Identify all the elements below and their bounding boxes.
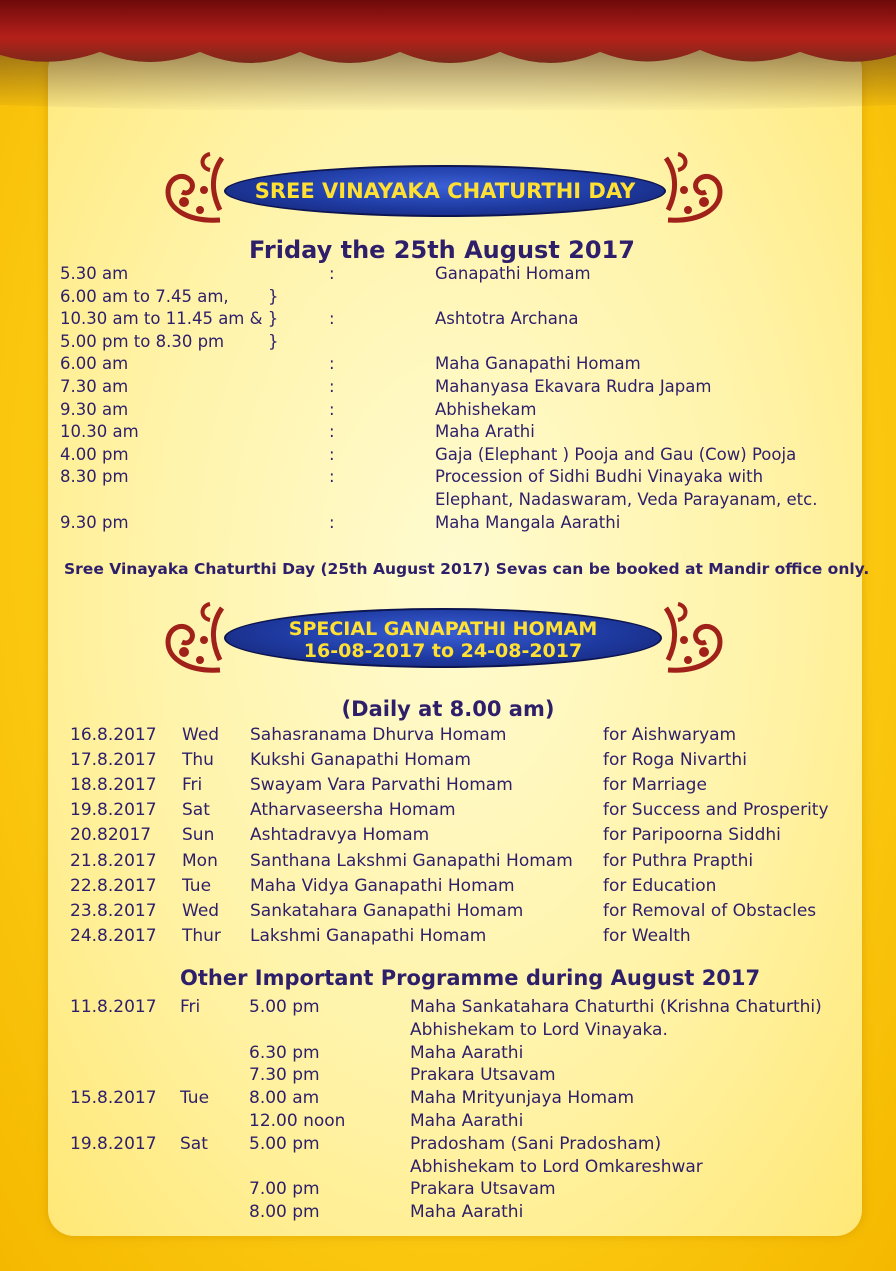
homam-purpose: for Success and Prosperity	[603, 800, 829, 821]
schedule-time: 4.00 pm	[60, 444, 129, 464]
programme-event: Pradosham (Sani Pradosham)	[410, 1133, 662, 1154]
programme-time: 8.00 pm	[249, 1202, 320, 1223]
programme-date: 15.8.2017	[70, 1088, 157, 1109]
programme-event: Maha Aarathi	[410, 1042, 524, 1063]
programme-event: Maha Aarathi	[410, 1111, 524, 1131]
programme-event: Abhishekam to Lord Vinayaka.	[410, 1019, 668, 1040]
programme-event: Maha Sankatahara Chaturthi (Krishna Chaturthi)	[410, 997, 822, 1017]
homam-purpose: for Removal of Obstacles	[603, 900, 817, 921]
programme-time: 7.00 pm	[249, 1179, 320, 1200]
homam-day: Thur	[182, 925, 221, 946]
banner-dates: 16-08-2017 to 24-08-2017	[303, 640, 583, 662]
banner-title: SPECIAL GANAPATHI HOMAM	[288, 618, 598, 640]
daily-heading: (Daily at 8.00 am)	[341, 697, 555, 721]
programme-day: Fri	[180, 997, 201, 1017]
homam-name: Sahasranama Dhurva Homam	[250, 725, 507, 745]
programme-event: Maha Aarathi	[410, 1202, 524, 1223]
schedule-event: Procession of Sidhi Budhi Vinayaka with	[435, 467, 764, 487]
schedule-event: Ashtotra Archana	[435, 309, 579, 329]
programme-event: Abhishekam to Lord Omkareshwar	[410, 1156, 703, 1177]
homam-day: Wed	[182, 725, 220, 745]
schedule-event: Maha Ganapathi Homam	[435, 354, 641, 374]
programme-time: 6.30 pm	[249, 1042, 320, 1063]
homam-name: Kukshi Ganapathi Homam	[250, 750, 471, 771]
homam-name: Santhana Lakshmi Ganapathi Homam	[250, 850, 573, 871]
schedule-event: Abhishekam	[435, 399, 537, 419]
date-heading: Friday the 25th August 2017	[249, 236, 635, 264]
homam-purpose: for Roga Nivarthi	[603, 750, 747, 771]
homam-purpose: for Paripoorna Siddhi	[603, 825, 781, 846]
schedule-time: 5.00 pm to 8.30 pm	[60, 331, 225, 351]
schedule-separator: :	[329, 264, 335, 283]
homam-day: Tue	[182, 875, 212, 896]
right-ornament-icon	[660, 150, 728, 226]
left-ornament-icon	[160, 600, 228, 676]
programme-day: Tue	[180, 1088, 210, 1109]
chaturthi-day-banner: SREE VINAYAKA CHATURTHI DAY	[224, 165, 666, 217]
programme-time: 7.30 pm	[249, 1065, 320, 1086]
homam-name: Lakshmi Ganapathi Homam	[250, 925, 487, 946]
schedule-time: 10.30 am	[60, 422, 139, 442]
homam-date: 20.82017	[70, 825, 152, 846]
homam-day: Wed	[182, 900, 220, 921]
homam-purpose: for Aishwaryam	[603, 725, 737, 745]
schedule-time: 9.30 am	[60, 399, 129, 419]
homam-day: Sat	[182, 800, 210, 821]
programme-day: Sat	[180, 1133, 208, 1154]
schedule-time: 5.30 am	[60, 264, 129, 283]
other-heading: Other Important Programme during August 2017	[180, 966, 761, 990]
homam-date: 23.8.2017	[70, 900, 157, 921]
schedule-time: 7.30 am	[60, 377, 129, 396]
schedule-separator: :	[329, 467, 335, 487]
programme-date: 11.8.2017	[70, 997, 157, 1017]
homam-day: Fri	[182, 775, 203, 796]
homam-purpose: for Marriage	[603, 775, 707, 796]
schedule-separator: :	[329, 422, 335, 442]
schedule-time: 6.00 am to 7.45 am,	[60, 286, 229, 306]
homam-purpose: for Wealth	[603, 925, 691, 946]
schedule-time: 9.30 pm	[60, 512, 129, 532]
schedule-time: 6.00 am	[60, 354, 129, 374]
homam-date: 17.8.2017	[70, 750, 157, 771]
homam-name: Maha Vidya Ganapathi Homam	[250, 875, 515, 896]
homam-name: Swayam Vara Parvathi Homam	[250, 775, 513, 796]
homam-day: Thu	[182, 750, 214, 771]
schedule-separator: :	[329, 399, 335, 419]
schedule-separator: :	[329, 309, 335, 329]
homam-date: 24.8.2017	[70, 925, 157, 946]
curtain-decoration	[0, 0, 896, 110]
schedule-separator: :	[329, 512, 335, 532]
schedule-separator: :	[329, 354, 335, 374]
programme-date: 19.8.2017	[70, 1133, 157, 1154]
homam-day: Sun	[182, 825, 215, 846]
homam-name: Ashtadravya Homam	[250, 825, 430, 846]
schedule-event: Ganapathi Homam	[435, 264, 591, 283]
right-ornament-icon	[660, 600, 728, 676]
schedule-time: 10.30 am to 11.45 am & }	[60, 309, 279, 329]
programme-time: 5.00 pm	[249, 997, 320, 1017]
homam-name: Atharvaseersha Homam	[250, 800, 456, 821]
special-homam-banner	[224, 608, 662, 668]
schedule-event: Maha Arathi	[435, 422, 535, 442]
programme-time: 8.00 am	[249, 1088, 320, 1109]
schedule-event: Mahanyasa Ekavara Rudra Japam	[435, 377, 712, 396]
homam-date: 21.8.2017	[70, 850, 157, 871]
schedule-brace: }	[268, 286, 279, 306]
schedule-time: 8.30 pm	[60, 467, 129, 487]
homam-name: Sankatahara Ganapathi Homam	[250, 900, 524, 921]
schedule-separator: :	[329, 377, 335, 396]
programme-event: Prakara Utsavam	[410, 1065, 556, 1086]
homam-purpose: for Puthra Prapthi	[603, 850, 754, 871]
homam-date: 16.8.2017	[70, 725, 157, 745]
homam-date: 19.8.2017	[70, 800, 157, 821]
homam-date: 22.8.2017	[70, 875, 157, 896]
programme-event: Maha Mrityunjaya Homam	[410, 1088, 635, 1109]
schedule-event: Maha Mangala Aarathi	[435, 512, 621, 532]
homam-date: 18.8.2017	[70, 775, 157, 796]
schedule-event: Gaja (Elephant ) Pooja and Gau (Cow) Pooja	[435, 444, 797, 464]
programme-event: Prakara Utsavam	[410, 1179, 556, 1200]
programme-time: 12.00 noon	[249, 1111, 346, 1131]
booking-note: Sree Vinayaka Chaturthi Day (25th August 2017) Sevas can be booked at Mandir office only.	[64, 560, 870, 578]
schedule-brace: }	[268, 331, 279, 351]
homam-day: Mon	[182, 850, 218, 871]
left-ornament-icon	[160, 150, 228, 226]
schedule-separator: :	[329, 444, 335, 464]
homam-purpose: for Education	[603, 875, 717, 896]
programme-time: 5.00 pm	[249, 1133, 320, 1154]
schedule-event: Elephant, Nadaswaram, Veda Parayanam, etc.	[435, 490, 818, 509]
